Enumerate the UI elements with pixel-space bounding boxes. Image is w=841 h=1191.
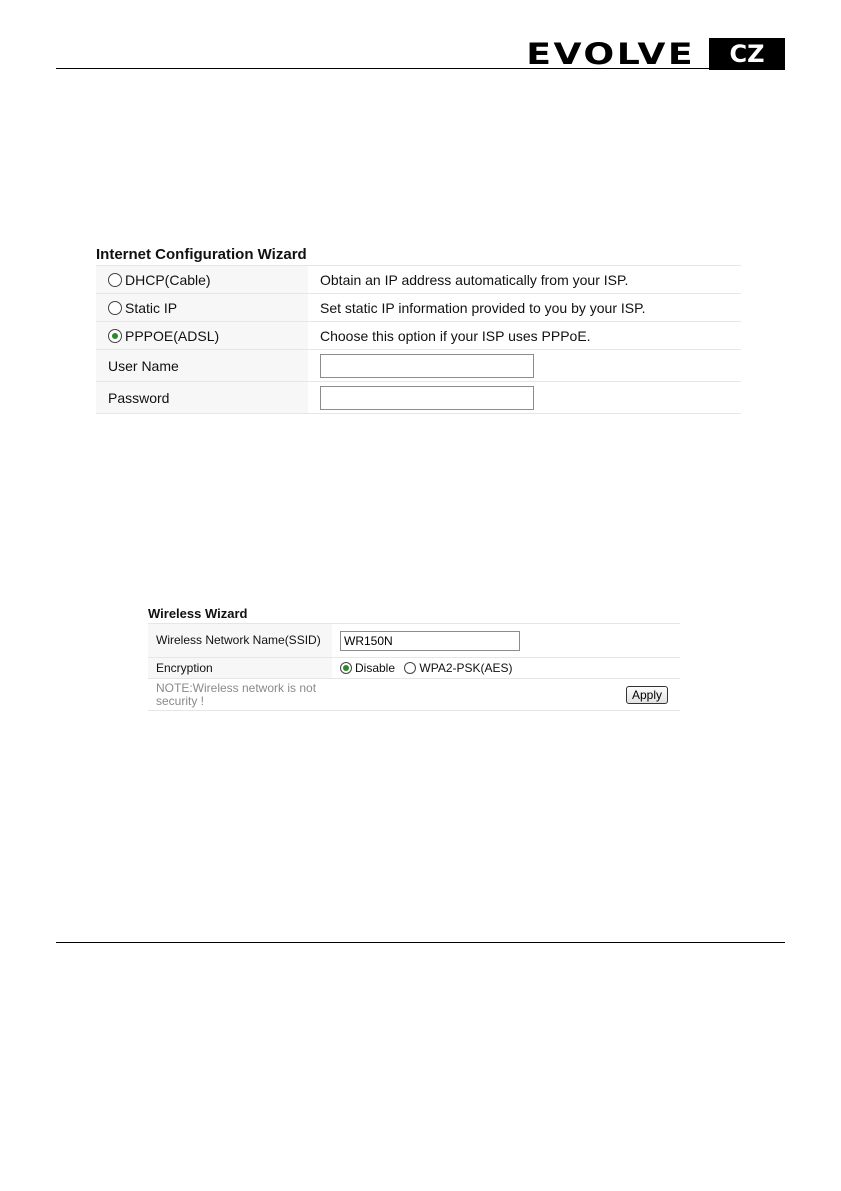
note-row: [148, 679, 680, 711]
footer-rule: [56, 942, 785, 943]
ssid-input[interactable]: [340, 631, 520, 651]
wireless-wizard: [148, 605, 680, 711]
password-input[interactable]: [320, 386, 534, 410]
option-row-static-ip: [96, 294, 741, 322]
apply-button[interactable]: Apply: [626, 686, 668, 704]
password-label: Password: [96, 382, 308, 414]
user-name-label: User Name: [96, 350, 308, 382]
logo-word: EVOLVE: [526, 37, 695, 71]
option-pppoe[interactable]: [96, 322, 308, 350]
encryption-disable-label: Disable: [355, 661, 396, 675]
option-dhcp-description: Obtain an IP address automatically from your ISP.: [308, 266, 741, 294]
option-row-dhcp: [96, 266, 741, 294]
wireless-wizard-table: [148, 623, 680, 711]
radio-dhcp[interactable]: [108, 273, 122, 287]
password-row: [96, 382, 741, 414]
option-row-pppoe: [96, 322, 741, 350]
encryption-row: [148, 658, 680, 679]
internet-wizard-table: [96, 265, 741, 414]
wireless-wizard-title: Wireless Wizard: [148, 606, 248, 621]
option-dhcp[interactable]: [96, 266, 308, 294]
ssid-row: [148, 624, 680, 658]
ssid-label: Wireless Network Name(SSID): [148, 624, 332, 658]
user-name-input[interactable]: [320, 354, 534, 378]
encryption-label: Encryption: [148, 658, 332, 679]
option-dhcp-label: DHCP(Cable): [125, 271, 211, 288]
radio-pppoe[interactable]: [108, 329, 122, 343]
option-static-ip-description: Set static IP information provided to you by your ISP.: [308, 294, 741, 322]
header-rule: [56, 68, 785, 69]
evolve-logo: [526, 37, 785, 71]
user-name-row: [96, 350, 741, 382]
radio-static-ip[interactable]: [108, 301, 122, 315]
option-pppoe-label: PPPOE(ADSL): [125, 327, 220, 344]
option-static-ip[interactable]: [96, 294, 308, 322]
radio-encryption-disable[interactable]: [340, 662, 352, 674]
encryption-wpa2-label: WPA2-PSK(AES): [419, 661, 513, 675]
logo-country-badge: CZ: [709, 38, 785, 70]
internet-wizard-title: Internet Configuration Wizard: [96, 246, 307, 263]
option-pppoe-description: Choose this option if your ISP uses PPPoE.: [308, 322, 741, 350]
internet-configuration-wizard: [96, 245, 741, 414]
option-static-ip-label: Static IP: [125, 299, 178, 316]
wireless-note: NOTE:Wireless network is not security !: [148, 679, 332, 711]
radio-encryption-wpa2[interactable]: [404, 662, 416, 674]
